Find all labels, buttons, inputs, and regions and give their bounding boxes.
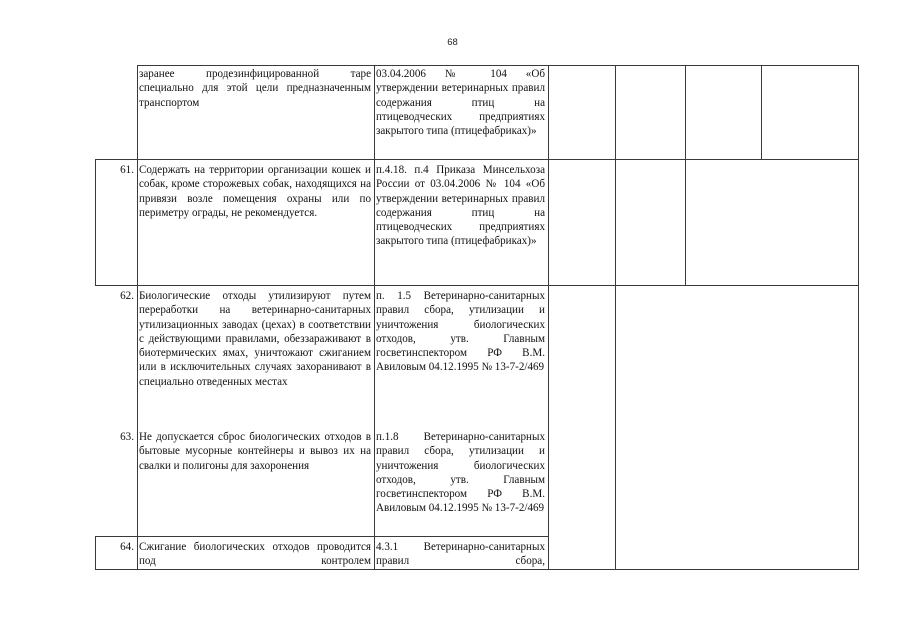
reference-text: п.1.8 Ветеринарно-санитарных правил сбора, утилизации и уничтожения биологических отходов, утв. Главным госветинспектором РФ В.М. Авиловым 04.12.1995 № 13-7-2/469 [376,431,545,515]
table-right-border [858,65,859,570]
column-divider [615,65,616,570]
reference-text: 03.04.2006 № 104 «Об утверждении ветеринарных правил содержания птиц на птицеводческих предприятиях закрытого типа (птицефабриках)» [376,68,545,138]
row-number: 63. [120,431,134,443]
row-number: 61. [120,164,134,176]
column-divider [761,65,762,160]
table-top-border [137,65,858,66]
column-divider [685,65,686,285]
row-divider [95,536,548,537]
reference-text: п. 1.5 Ветеринарно-санитарных правил сбора, утилизации и уничтожения биологических отходов, утв. Главным госветинспектором РФ В.М. Авиловым 04.12.1995 № 13-7-2/469 [376,290,545,374]
reference-text: 4.3.1 Ветеринарно-санитарных правил сбора, [376,541,545,568]
requirement-text: Сжигание биологических отходов проводится под контролем [139,541,371,568]
requirement-text: Не допускается сброс биологических отходов в бытовые мусорные контейнеры и вывоз их на свалки и полигоны для захоронения [139,431,371,472]
row-divider [95,159,858,160]
column-divider [374,65,375,570]
requirement-text: Биологические отходы утилизируют путем переработки на ветеринарно-санитарных утилизационных заводах (цехах) в соответствии с действующими правилами, обеззараживают в биотермических ямах, уничтожают сжиганием или в исключительных случаях захоранивают в специально отведенных местах [139,290,371,388]
table-bottom-border [95,569,858,570]
requirement-text: заранее продезинфицированной таре специально для этой цели предназначенным транспортом [139,68,371,109]
row-number: 64. [120,541,134,553]
column-divider [137,65,138,570]
requirement-text: Содержать на территории организации кошек и собак, кроме сторожевых собак, находящихся на привязи возле помещения охраны или по периметру ограды, не рекомендуется. [139,164,371,219]
column-divider [548,65,549,570]
row-divider [95,285,858,286]
table-left-border [95,159,96,285]
reference-text: п.4.18. п.4 Приказа Минсельхоза России от 03.04.2006 № 104 «Об утверждении ветеринарных правил содержания птиц на птицеводческих предприятиях закрытого типа (птицефабриках)» [376,164,545,248]
row-number: 62. [120,290,134,302]
page-number: 68 [447,37,458,48]
